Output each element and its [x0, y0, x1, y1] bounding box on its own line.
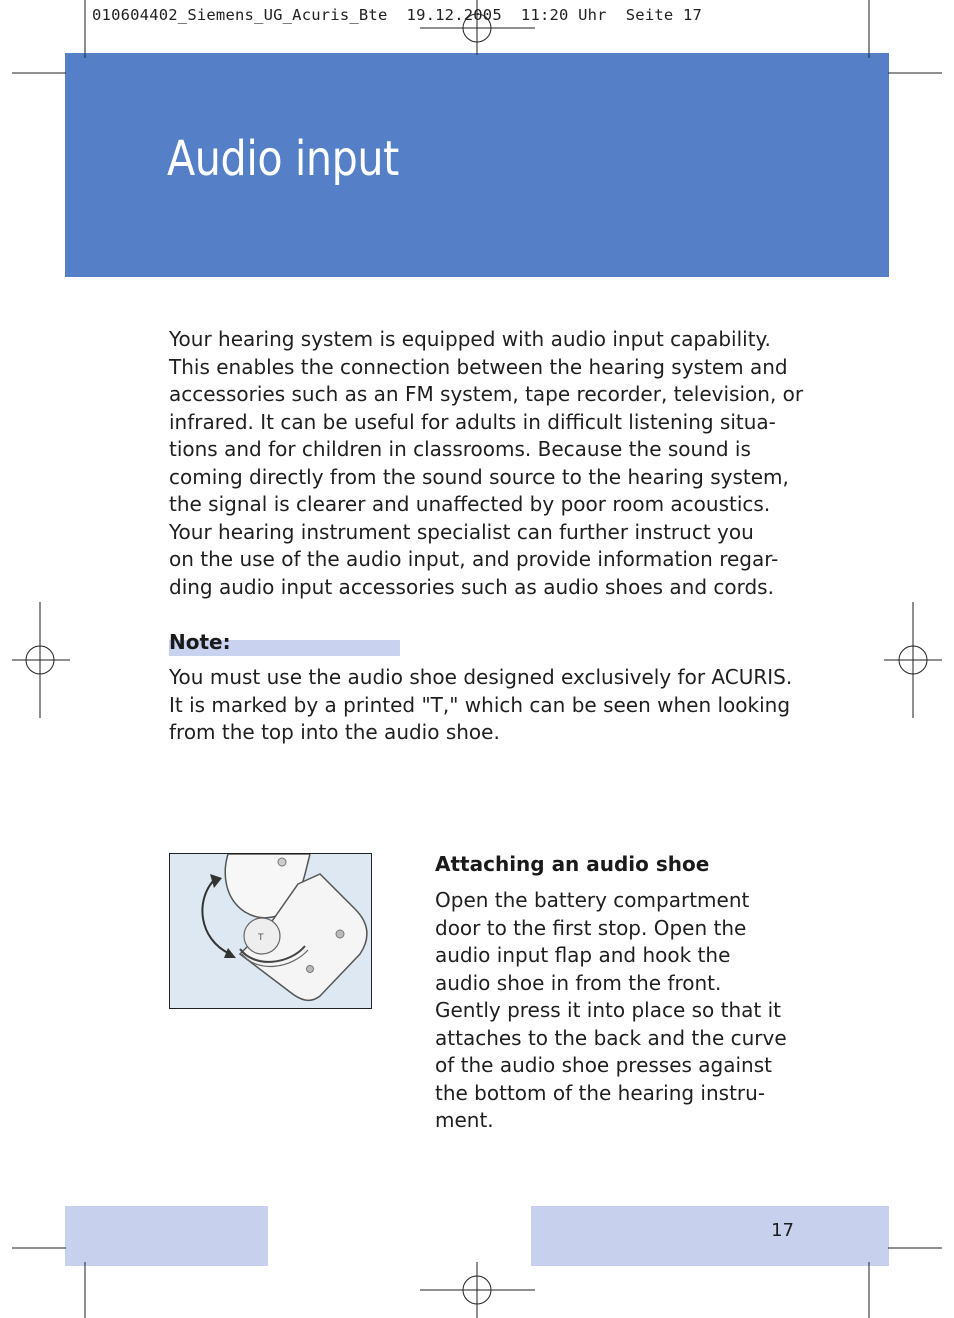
note-heading: Note:	[169, 630, 231, 654]
note-text: You must use the audio shoe designed exclusively for ACURIS. It is marked by a printed "T," which can be seen when looking from the top into the audio shoe.	[169, 665, 793, 744]
print-slug: 010604402_Siemens_UG_Acuris_Bte 19.12.2005 11:20 Uhr Seite 17	[92, 6, 703, 24]
attach-heading: Attaching an audio shoe	[435, 852, 710, 876]
attach-text: Open the battery compartment door to the first stop. Open the audio input flap and hook the audio shoe in from the front. Gently press it into place so that it attaches to the back and the curve of the audio shoe presses against the bottom of the hearing instru- ment.	[435, 888, 787, 1132]
intro-paragraph: Your hearing system is equipped with audio input capability. This enables the connection between the hearing system and accessories such as an FM system, tape recorder, television, or infrared. It can be useful for adults in difficult listening situa- tions and for children in classrooms. Because the sound is coming directly from the sound source to the hearing system, the signal is clearer and unaffected by poor room acoustics. Your hearing instrument specialist can further instruct you on the use of the audio input, and provide information regar- ding audio input accessories such as audio shoes and cords.	[169, 327, 804, 599]
figure-label-t: T	[258, 933, 264, 943]
footer-band-left	[65, 1206, 268, 1266]
audio-shoe-illustration	[169, 853, 372, 1009]
header-band	[65, 53, 889, 277]
page-number: 17	[771, 1220, 794, 1241]
footer-band-right	[531, 1206, 889, 1266]
page-title: Audio input	[167, 131, 399, 187]
